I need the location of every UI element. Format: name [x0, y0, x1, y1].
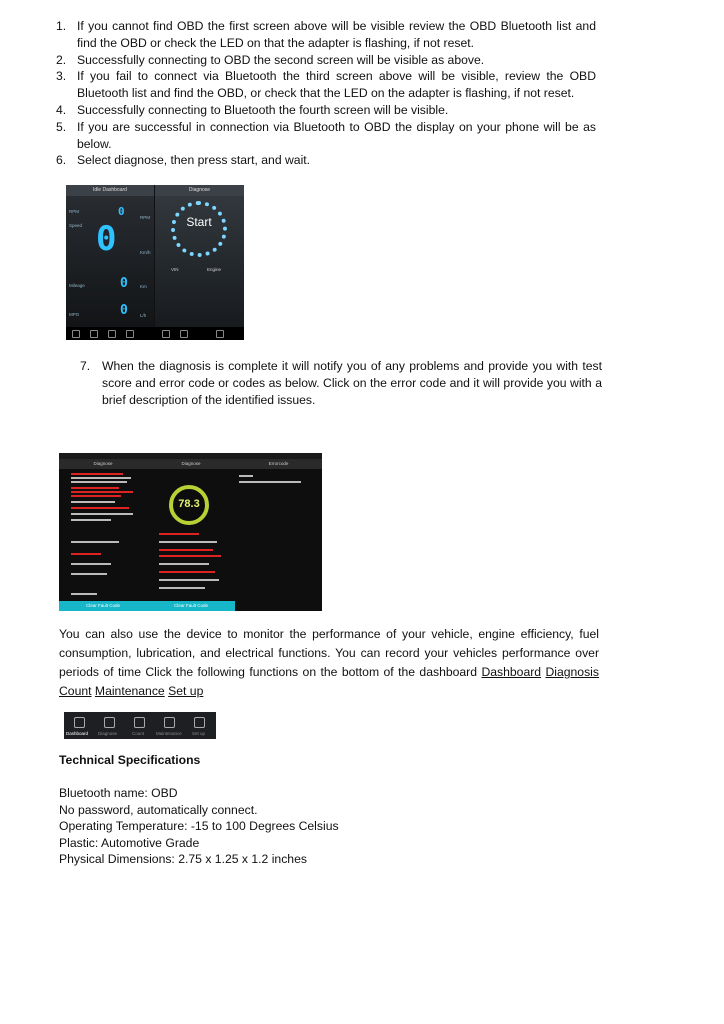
toolbar-screenshot — [64, 712, 216, 739]
mileage-value: 0 — [120, 276, 128, 291]
list-item: 5. If you are successful in connection via Bluetooth to OBD the display on your phone will be as below. — [56, 119, 596, 151]
diagnose-icon[interactable] — [104, 717, 115, 728]
pane-title: Diagnose — [59, 459, 147, 469]
spec-line: No password, automatically connect. — [59, 802, 258, 817]
mpg-value: 0 — [120, 303, 128, 318]
toolbar-caption: Count — [132, 731, 145, 736]
count-link[interactable]: Count — [59, 684, 92, 698]
screen-title: Idle Dashboard — [66, 185, 154, 196]
bottom-toolbar — [66, 327, 244, 340]
idle-dashboard-screen — [66, 185, 154, 340]
count-icon[interactable] — [108, 330, 116, 338]
spec-line: Plastic: Automotive Grade — [59, 835, 200, 850]
diagnosis-link[interactable]: Diagnosis — [545, 665, 599, 679]
dashboard-screenshot — [66, 185, 244, 340]
pane-title: Errorcode — [235, 459, 322, 469]
engine-label: Engine — [207, 267, 222, 272]
diagnose-icon[interactable] — [180, 330, 188, 338]
errorcode-pane — [235, 453, 322, 611]
mileage-label: Mileage — [69, 283, 85, 288]
dashboard-icon[interactable] — [162, 330, 170, 338]
speed-unit: Km/h — [140, 250, 151, 255]
setup-link[interactable]: Set up — [168, 684, 204, 698]
tech-specs-heading: Technical Specifications — [59, 753, 201, 767]
instruction-list — [56, 18, 596, 169]
speed-label: Speed — [69, 223, 83, 228]
diagnose-score-pane — [147, 453, 236, 611]
monitoring-paragraph: You can also use the device to monitor the performance of your vehicle, engine efficiency, fuel consumption, lubrication, and electrical functions. You can record your vehicles performance over periods of time Click the following functions on the bottom of the dashboard Dashboard Diagnosis Count Maintenance Set up — [59, 627, 599, 698]
toolbar-caption: Dashboard — [66, 731, 89, 736]
clear-fault-code-button[interactable]: Clear Fault Code — [59, 601, 147, 611]
vin-label: VIN — [171, 267, 179, 272]
start-ring — [171, 201, 227, 257]
maintenance-icon[interactable] — [164, 717, 175, 728]
speed-value: 0 — [96, 219, 117, 259]
score-value: 78.3 — [178, 498, 200, 510]
list-item: 3. If you fail to connect via Bluetooth the third screen above will be visible, review the OBD Bluetooth list and find the OBD, or check that the LED on the adapter is flashing, if not reset. — [56, 69, 596, 101]
pane-title: Diagnose — [147, 459, 235, 469]
rpm-label: RPM — [69, 209, 79, 214]
count-icon[interactable] — [134, 717, 145, 728]
tech-specs-list — [59, 785, 339, 868]
list-item: 4. Successfully connecting to Bluetooth the fourth screen will be visible. — [56, 102, 449, 117]
clear-fault-code-button[interactable]: Clear Fault Code — [147, 601, 235, 611]
car-icon[interactable] — [194, 717, 205, 728]
diagnosis-results-screenshot — [59, 453, 322, 611]
list-item: 2. Successfully connecting to OBD the second screen will be visible as above. — [56, 52, 485, 67]
dashboard-link[interactable]: Dashboard — [481, 665, 542, 679]
diagnose-screen — [155, 185, 244, 340]
spec-line: Physical Dimensions: 2.75 x 1.25 x 1.2 inches — [59, 852, 307, 866]
score-gauge — [169, 485, 209, 525]
dashboard-icon[interactable] — [74, 717, 85, 728]
toolbar-caption: Set up — [192, 731, 206, 736]
screen-title: Diagnose — [155, 185, 244, 196]
diagnose-icon[interactable] — [90, 330, 98, 338]
mpg-unit: L/h — [140, 313, 147, 318]
mileage-unit: Km — [140, 284, 147, 289]
maintenance-icon[interactable] — [126, 330, 134, 338]
step-seven: 7. When the diagnosis is complete it will notify you of any problems and provide you with test score and error code or codes as below. Click on the error code and it will provide you with a brief description of the identified issues. — [80, 359, 602, 407]
mpg-label: MPG — [69, 312, 80, 317]
dashboard-icon[interactable] — [72, 330, 80, 338]
toolbar-caption: Diagnose — [98, 731, 118, 736]
rpm-unit: RPM — [140, 215, 150, 220]
spec-line: Bluetooth name: OBD — [59, 786, 178, 800]
start-button[interactable]: Start — [186, 215, 212, 229]
spec-line: Operating Temperature: -15 to 100 Degrees Celsius — [59, 819, 339, 833]
toolbar-caption: Maintenance — [156, 731, 182, 736]
list-item: 6. Select diagnose, then press start, and wait. — [56, 153, 311, 168]
maintenance-link[interactable]: Maintenance — [94, 684, 165, 698]
list-item: 1. If you cannot find OBD the first screen above will be visible review the OBD Bluetooth list and find the OBD or check the LED on that the adapter is flashing, if not reset. — [56, 19, 596, 50]
rpm-value: 0 — [118, 205, 125, 218]
diagnose-results-pane — [59, 453, 148, 611]
car-icon[interactable] — [216, 330, 224, 338]
